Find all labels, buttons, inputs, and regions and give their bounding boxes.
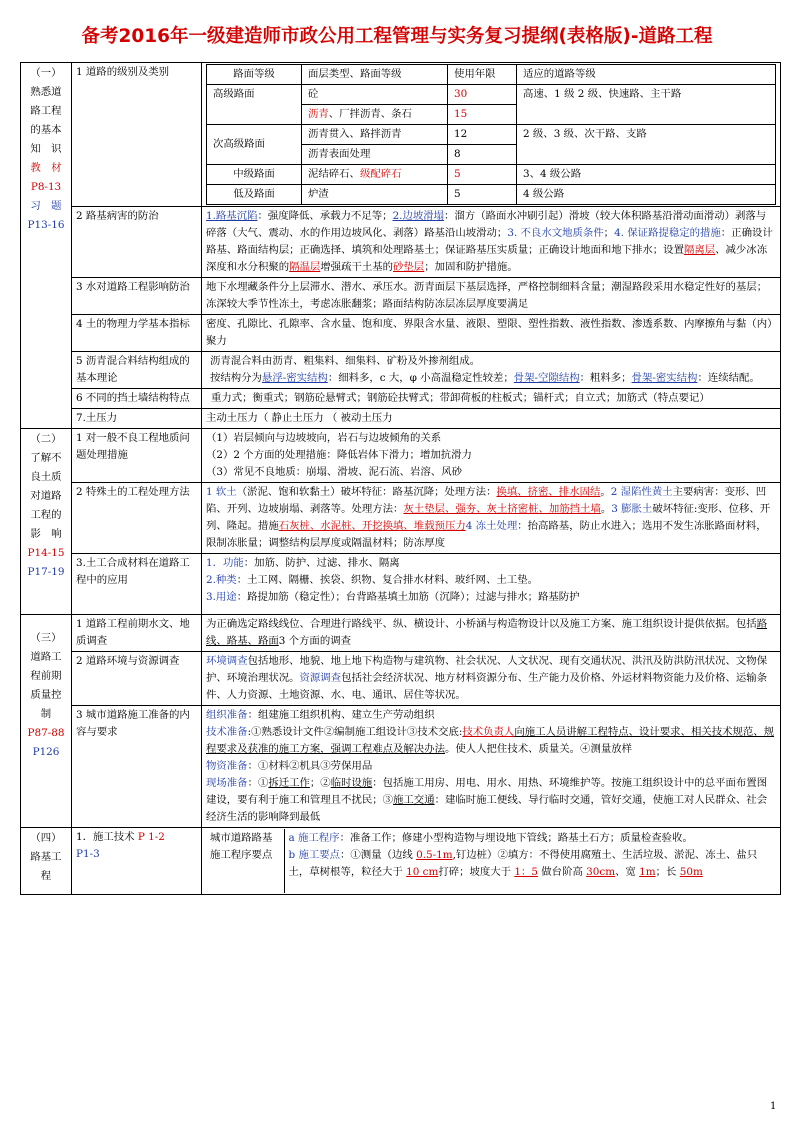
table-row xyxy=(207,85,776,105)
header-cell: 使用年限 xyxy=(448,65,517,85)
content-earth-pressure: 主动土压力（ 静止土压力 （ 被动土压力 xyxy=(202,409,781,429)
table-row xyxy=(21,389,781,409)
content-construction-prep: 组织准备：组建施工组织机构、建立生产劳动组织 技术准备:①熟悉设计文件②编制施工组设计③技术交底:技术负责人向施工人员讲解工程特点、设计要求、相关技术规范、规程要求及获准的施工方案，强调工程难点及解决办法。使人人把住技术、质量关。④测量放样 物资准备：①材料②机具③劳保用品 现场准备：①拆迁工作；②临时设施：包括施工用房、用电、用水、用热、环境维护等。按施工组织设计中的总平面布置图建设，要有利于施工和管理且不扰民；③施工交通：建临时施工便线、导行临时交通，管好交通，使施工对人民群众、社会经济生活的影响降到最低 xyxy=(202,706,781,828)
roads-cell: 2 级、3 级、次干路、支路 xyxy=(517,125,776,165)
content-asphalt-structure: 沥青混合料由沥青、粗集料、细集料、矿粉及外掺剂组成。 按结构分为悬浮-密实结构：细料多，c 大，φ 小高温稳定性较差；骨架-空隙结构：粗料多；骨架-密实结构：连续结配。 xyxy=(202,352,781,389)
years-cell: 8 xyxy=(448,145,517,165)
roads-cell: 3、4 级公路 xyxy=(517,165,776,185)
years-cell: 15 xyxy=(448,105,517,125)
topic-hydro-survey: 1 道路工程前期水文、地质调查 xyxy=(72,615,202,652)
topic-construction-tech: 1．施工技术 P 1-2 P1-3 xyxy=(72,828,202,895)
table-row xyxy=(21,429,781,483)
table-row xyxy=(207,185,776,205)
surface-cell: 沥青、厂拌沥青、条石 xyxy=(302,105,448,125)
section-1-label: （一） 熟悉道 路工程 的基本 知 识 教 材 P8-13 习 题 P13-16 xyxy=(21,63,72,429)
table-row xyxy=(21,828,781,895)
table-row xyxy=(21,63,781,207)
grade-cell: 高级路面 xyxy=(207,85,302,125)
surface-cell: 沥青贯入、路拌沥青 xyxy=(302,125,448,145)
content-hydro-survey: 为正确选定路线线位、合理进行路线平、纵、横设计、小桥涵与构造物设计以及施工方案、施工组织设计提供依据。包括路线、路基、路面3 个方面的调查 xyxy=(202,615,781,652)
construction-tech-table xyxy=(206,829,776,893)
table-row xyxy=(21,615,781,652)
subtopic-cell: 城市道路路基施工程序要点 xyxy=(206,829,284,893)
topic-earth-pressure: 7.土压力 xyxy=(72,409,202,429)
topic-soil-indices: 4 土的物理力学基本指标 xyxy=(72,315,202,352)
surface-cell: 泥结碎石、级配碎石 xyxy=(302,165,448,185)
page-title: 备考2016年一级建造师市政公用工程管理与实务复习提纲(表格版)-道路工程 xyxy=(81,26,713,47)
table-row xyxy=(21,207,781,278)
surface-cell: 炉渣 xyxy=(302,185,448,205)
content-subgrade-defects: 1.路基沉陷：强度降低、承载力不足等；2.边坡滑塌：溜方（路面水冲刷引起）滑坡（较大体积路基沿滑动面滑动）剥落与碎落（大气、震动、水的作用边坡风化、剥落）路基沿山坡滑动；3. 不良水文地质条件；4. 保证路提稳定的措施：正确设计路基、路面结构层；正确选择、填筑和处理路基土；保证路基压实质量；正确设计地面和地下排水；设置隔离层、减少冰冻深度和水分积聚的隔温层增强疏干土基的砂垫层；加固和防护措施。 xyxy=(202,207,781,278)
road-grade-table xyxy=(206,64,776,205)
construction-tech-cell xyxy=(202,828,781,895)
content-geosynthetics: 1．功能：加筋、防护、过滤、排水、隔离 2.种类：土工网、隔栅、挨袋、织物、复合排水材料、玻纤网、土工垫。 3.用途：路提加筋（稳定性）；台背路基填土加筋（沉降）；过滤与排水；路基防护 xyxy=(202,554,781,615)
topic-special-soils: 2 特殊土的工程处理方法 xyxy=(72,483,202,554)
section-4-label: （四） 路基工 程 xyxy=(21,828,72,895)
section-3-label: （三） 道路工 程前期 质量控 制 P87-88 P126 xyxy=(21,615,72,828)
topic-subgrade-defects: 2 路基病害的防治 xyxy=(72,207,202,278)
grade-cell: 中级路面 xyxy=(207,165,302,185)
topic-bad-geology: 1 对一般不良工程地质问题处理措施 xyxy=(72,429,202,483)
subtopic-content: a 施工程序：准备工作；修建小型构造物与埋设地下管线；路基土石方；质量检查验收。 b 施工要点：①测量（边线 0.5-1m,钉边桩）②填方：不得使用腐殖土、生活垃圾、淤泥、冻土、盐只土，草树根等，粒径大于 10 cm打碎；坡度大于 1：5 做台阶高 30cm、宽 1m；长 50m xyxy=(284,829,776,893)
header-cell: 适应的道路等级 xyxy=(517,65,776,85)
surface-cell: 沥青表面处理 xyxy=(302,145,448,165)
table-row xyxy=(206,829,776,893)
table-row xyxy=(207,65,776,85)
topic-env-survey: 2 道路环境与资源调查 xyxy=(72,652,202,706)
table-row xyxy=(21,352,781,389)
years-cell: 5 xyxy=(448,185,517,205)
roads-cell: 高速、1 级 2 级、快速路、主干路 xyxy=(517,85,776,125)
table-row xyxy=(21,554,781,615)
years-cell: 30 xyxy=(448,85,517,105)
outline-table xyxy=(20,62,781,895)
table-row xyxy=(207,125,776,145)
grade-cell: 低及路面 xyxy=(207,185,302,205)
table-row xyxy=(21,278,781,315)
section-2-label: （二） 了解不 良土质 对道路 工程的 影 响 P14-15 P17-19 xyxy=(21,429,72,615)
topic-geosynthetics: 3.土工合成材料在道路工程中的应用 xyxy=(72,554,202,615)
header-cell: 面层类型、路面等级 xyxy=(302,65,448,85)
content-bad-geology: （1）岩层倾向与边坡坡向，岩石与边坡倾角的关系 （2）2 个方面的处理措施：降低岩体下滑力；增加抗滑力 （3）常见不良地质：崩塌、滑坡、泥石流、岩溶、风砂 xyxy=(202,429,781,483)
content-soil-indices: 密度、孔隙比、孔隙率、含水量、饱和度、界限含水量、液限、塑限、塑性指数、液性指数、渗透系数、内摩擦角与黏（内）聚力 xyxy=(202,315,781,352)
years-cell: 5 xyxy=(448,165,517,185)
topic-retaining-walls: 6 不同的挡土墙结构特点 xyxy=(72,389,202,409)
surface-cell: 砼 xyxy=(302,85,448,105)
table-row xyxy=(21,706,781,828)
years-cell: 12 xyxy=(448,125,517,145)
table-row xyxy=(21,483,781,554)
table-row xyxy=(21,652,781,706)
road-grade-table-cell xyxy=(202,63,781,207)
grade-cell: 次高级路面 xyxy=(207,125,302,165)
topic-road-grades: 1 道路的级别及类别 xyxy=(72,63,202,207)
header-cell: 路面等级 xyxy=(207,65,302,85)
table-row xyxy=(21,409,781,429)
page-number: 1 xyxy=(770,1101,777,1112)
content-water-effects: 地下水埋藏条件分上层滞水、潜水、承压水。沥青面层下基层选择，严格控制细料含量；潮湿路段采用水稳定性好的基层；冻深较大季节性冻土，考虑冻胀翻浆；路面结构防冻层冻层厚度要满足 xyxy=(202,278,781,315)
content-special-soils: 1 软土（淤泥、饱和软黏土）破坏特征：路基沉降；处理方法：换填、挤密、排水固结。2 湿陷性黄土主要病害：变形、凹陷、开列、边坡崩塌、剥落等。处理方法：灰土垫层、强夯、灰土挤密桩、加筋挡土墙。3 膨胀土破坏特征:变形、位移、开列、隆起。措施石灰桩、水泥桩、开挖换填、堆载预压力4 冻土处理：抬高路基，防止水进入；选用不发生冻胀路面材料，限制冻胀量；调整结构层厚度或隔温材料；防冻厚度 xyxy=(202,483,781,554)
content-env-survey: 环境调查包括地形、地貌、地上地下构造物与建筑物、社会状况、人文状况、现有交通状况、洪汛及防洪防汛状况、文物保护、环境治理状况。资源调查包括社会经济状况、地方材料资源分布、生产能力及价格、外运材料物资能力及价格、运输条件、人力资源、土地资源、水、电、通讯、居住等状况。 xyxy=(202,652,781,706)
topic-asphalt-structure: 5 沥青混合料结构组成的基本理论 xyxy=(72,352,202,389)
topic-water-effects: 3 水对道路工程影响防治 xyxy=(72,278,202,315)
topic-construction-prep: 3 城市道路施工准备的内容与要求 xyxy=(72,706,202,828)
content-retaining-walls: 重力式；衡重式；钢筋砼悬臂式；钢筋砼扶臂式；带卸荷板的柱板式；锚杆式；自立式；加筋式（特点要记） xyxy=(202,389,781,409)
roads-cell: 4 级公路 xyxy=(517,185,776,205)
table-row xyxy=(207,165,776,185)
table-row xyxy=(21,315,781,352)
